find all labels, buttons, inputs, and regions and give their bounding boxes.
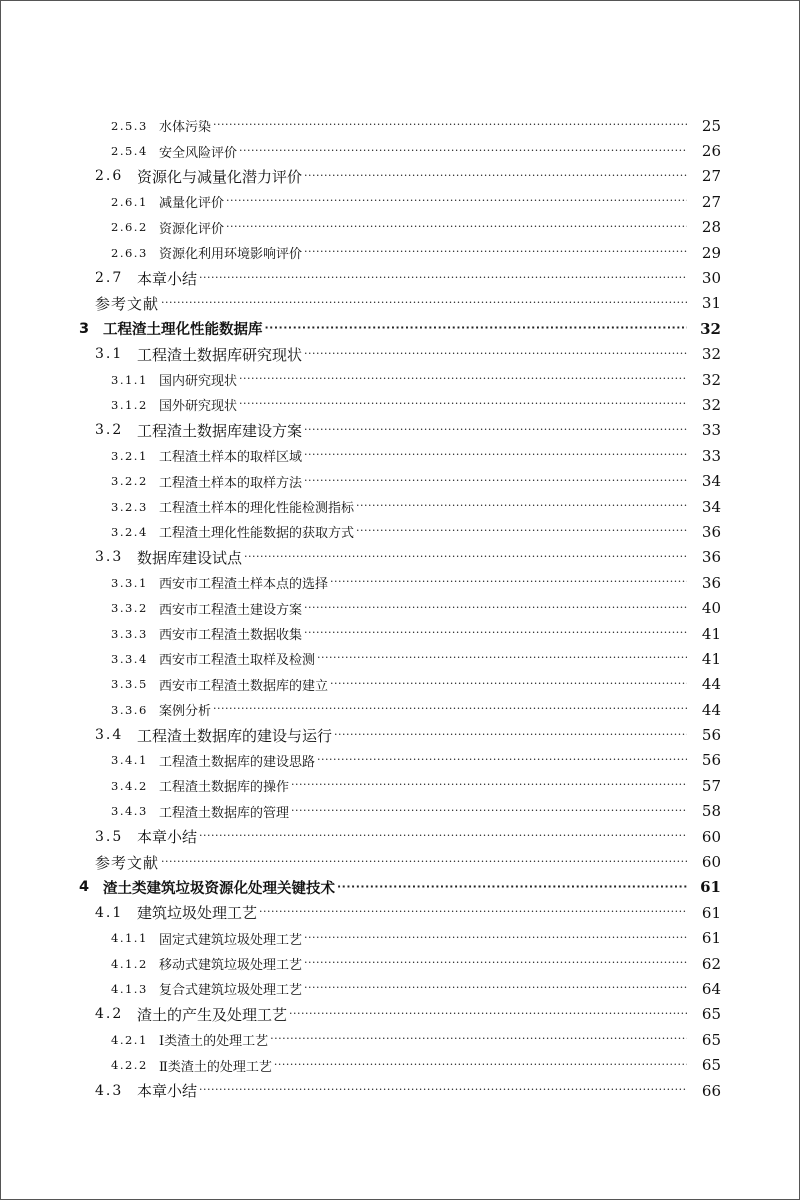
toc-subsection-entry[interactable]	[1, 138, 800, 163]
toc-subsection-entry[interactable]	[1, 392, 800, 417]
toc-subsection-entry[interactable]	[1, 926, 800, 951]
toc-section-entry[interactable]	[1, 265, 800, 290]
toc-subsection-entry[interactable]	[1, 672, 800, 697]
toc-entry-title: 工程渣土理化性能数据的获取方式	[159, 526, 355, 542]
toc-entry-number: 3.1.2	[111, 397, 148, 412]
toc-entry-title: 工程渣土样本的取样区域	[159, 450, 303, 466]
toc-entry-number: 2.6.3	[111, 245, 148, 260]
toc-entry-page-number: 66	[701, 1081, 721, 1100]
toc-entry-title: 安全风险评价	[159, 145, 238, 161]
toc-section-entry[interactable]	[1, 900, 800, 925]
toc-entry-title: 渣土的产生及处理工艺	[137, 1005, 288, 1024]
toc-subsection-entry[interactable]	[1, 189, 800, 214]
toc-entry-title: 工程渣土数据库的操作	[159, 780, 290, 796]
toc-dot-leader	[274, 1059, 687, 1070]
toc-entry-number: 3.4	[95, 727, 124, 744]
toc-entry-number: 2.5.3	[111, 118, 148, 133]
toc-subsection-entry[interactable]	[1, 443, 800, 468]
toc-entry-page-number: 33	[701, 446, 721, 465]
toc-section-entry[interactable]	[1, 164, 800, 189]
toc-section-entry[interactable]	[1, 545, 800, 570]
toc-dot-leader	[304, 246, 687, 257]
toc-entry-title: 国外研究现状	[159, 399, 238, 415]
toc-dot-leader	[161, 297, 687, 308]
toc-entry-title: 工程渣土数据库建设方案	[137, 421, 303, 440]
toc-dot-leader	[330, 678, 687, 689]
toc-entry-number: 4.1.1	[111, 931, 148, 946]
toc-entry-page-number: 32	[700, 319, 721, 338]
toc-entry-title: 资源化利用环境影响评价	[159, 247, 303, 263]
toc-dot-leader	[213, 119, 687, 130]
toc-dot-leader	[199, 830, 687, 841]
toc-dot-leader	[304, 982, 687, 993]
toc-entry-number: 4.2.1	[111, 1032, 148, 1047]
toc-subsection-entry[interactable]	[1, 595, 800, 620]
toc-entry-page-number: 64	[701, 979, 721, 998]
toc-entry-page-number: 26	[701, 142, 721, 161]
toc-dot-leader	[226, 221, 687, 232]
toc-entry-page-number: 27	[701, 192, 721, 211]
toc-entry-title: 西安市工程渣土取样及检测	[159, 653, 316, 669]
toc-entry-title: 案例分析	[159, 704, 212, 720]
toc-subsection-entry[interactable]	[1, 494, 800, 519]
toc-entry-title: 西安市工程渣土数据收集	[159, 628, 303, 643]
toc-chapter-entry[interactable]	[1, 875, 800, 900]
toc-entry-number: 3.3.5	[111, 677, 148, 692]
toc-dot-leader	[337, 881, 687, 892]
toc-dot-leader	[161, 856, 687, 867]
toc-dot-leader	[239, 145, 687, 156]
toc-section-entry[interactable]	[1, 722, 800, 747]
toc-dot-leader	[317, 652, 687, 663]
toc-dot-leader	[317, 754, 687, 765]
toc-dot-leader	[304, 475, 687, 486]
toc-dot-leader	[330, 576, 687, 587]
toc-dot-leader	[213, 703, 687, 714]
toc-dot-leader	[304, 627, 687, 638]
toc-subsection-entry[interactable]	[1, 773, 800, 798]
toc-entry-page-number: 44	[701, 700, 721, 719]
toc-entry-number: 3.3.6	[111, 702, 148, 717]
toc-entry-number: 2.5.4	[111, 144, 148, 159]
toc-entry-page-number: 41	[701, 624, 721, 643]
toc-subsection-entry[interactable]	[1, 1052, 800, 1077]
toc-entry-number: 3.4.2	[111, 778, 148, 793]
toc-entry-title: 渣土类建筑垃圾资源化处理关键技术	[103, 880, 335, 897]
toc-entry-page-number: 61	[700, 878, 721, 897]
toc-entry-page-number: 29	[701, 243, 721, 262]
toc-entry-number: 3.2.3	[111, 499, 148, 514]
toc-entry-title: 建筑垃圾处理工艺	[137, 904, 258, 923]
toc-entry-number: 2.6.2	[111, 220, 148, 235]
toc-entry-page-number: 65	[701, 1030, 721, 1049]
toc-subsection-entry[interactable]	[1, 697, 800, 722]
toc-entry-page-number: 36	[701, 522, 721, 541]
toc-entry-page-number: 30	[701, 269, 721, 288]
toc-entry-title: 数据库建设试点	[137, 548, 243, 567]
toc-entry-number: 3.3.4	[111, 651, 148, 666]
toc-dot-leader	[304, 170, 687, 181]
toc-entry-page-number: 31	[701, 294, 721, 313]
toc-entry-page-number: 28	[701, 218, 721, 237]
toc-entry-title: 工程渣土数据库研究现状	[137, 345, 303, 364]
toc-entry-title: 水体污染	[159, 120, 212, 136]
toc-dot-leader	[199, 1084, 687, 1095]
toc-entry-title: 本章小结	[137, 828, 198, 847]
toc-dot-leader	[289, 1008, 687, 1019]
toc-entry-page-number: 25	[701, 116, 721, 135]
toc-entry-page-number: 36	[701, 573, 721, 592]
toc-entry-title: 工程渣土数据库的建设与运行	[137, 726, 333, 745]
toc-entry-page-number: 56	[701, 751, 721, 770]
toc-entry-page-number: 41	[701, 649, 721, 668]
toc-entry-page-number: 44	[701, 675, 721, 694]
toc-entry-number: 3.3.1	[111, 575, 148, 590]
toc-subsection-entry[interactable]	[1, 570, 800, 595]
toc-entry-page-number: 65	[701, 1056, 721, 1075]
toc-entry-number: 3.1	[95, 346, 124, 363]
toc-subsection-entry[interactable]	[1, 519, 800, 544]
toc-entry-number: 4.2	[95, 1006, 124, 1023]
toc-entry-page-number: 34	[701, 497, 721, 516]
toc-entry-number: 4.1	[95, 904, 124, 921]
toc-entry-title: Ⅰ类渣土的处理工艺	[159, 1034, 269, 1050]
toc-entry-number: 4	[79, 879, 90, 896]
toc-entry-page-number: 27	[701, 167, 721, 186]
toc-entry-title: 工程渣土样本的理化性能检测指标	[159, 501, 355, 517]
toc-entry-title: 西安市工程渣土样本点的选择	[159, 577, 329, 593]
toc-entry-number: 3.2.2	[111, 474, 148, 489]
toc-entry-page-number: 34	[701, 472, 721, 491]
toc-entry-number: 3.2.4	[111, 524, 148, 539]
toc-dot-leader	[304, 602, 687, 613]
toc-dot-leader	[244, 551, 687, 562]
toc-entry-title: Ⅱ类渣土的处理工艺	[159, 1059, 272, 1075]
toc-section-entry[interactable]	[1, 1002, 800, 1027]
toc-entry-page-number: 36	[701, 548, 721, 567]
toc-subsection-entry[interactable]	[1, 367, 800, 392]
toc-dot-leader	[291, 805, 687, 816]
toc-entry-page-number: 40	[701, 599, 721, 618]
toc-entry-title: 工程渣土数据库的管理	[159, 805, 290, 821]
toc-entry-title: 工程渣土数据库的建设思路	[159, 754, 316, 770]
toc-entry-number: 4.3	[95, 1082, 124, 1099]
toc-subsection-entry[interactable]	[1, 1027, 800, 1052]
toc-dot-leader	[304, 449, 687, 460]
toc-entry-title: 本章小结	[137, 269, 198, 288]
toc-entry-page-number: 32	[701, 370, 721, 389]
toc-entry-number: 3.5	[95, 828, 124, 845]
toc-entry-title: 工程渣土理化性能数据库	[103, 322, 263, 339]
toc-entry-number: 3.2.1	[111, 448, 148, 463]
toc-entry-number: 3	[79, 320, 90, 337]
toc-dot-leader	[239, 398, 687, 409]
toc-section-entry[interactable]	[1, 1078, 800, 1103]
toc-entry-title: 西安市工程渣土数据库的建立	[159, 678, 329, 694]
toc-entry-title: 参考文献	[95, 853, 160, 872]
toc-entry-page-number: 65	[701, 1005, 721, 1024]
toc-dot-leader	[304, 957, 687, 968]
toc-subsection-entry[interactable]	[1, 748, 800, 773]
toc-entry-title: 移动式建筑垃圾处理工艺	[159, 958, 303, 974]
toc-dot-leader	[304, 424, 687, 435]
toc-dot-leader	[265, 322, 688, 333]
toc-entry-title: 本章小结	[137, 1082, 198, 1101]
toc-entry-title: 资源化与减量化潜力评价	[137, 167, 303, 186]
toc-entry-page-number: 56	[701, 726, 721, 745]
toc-dot-leader	[199, 272, 687, 283]
toc-subsection-entry[interactable]	[1, 468, 800, 493]
toc-dot-leader	[259, 906, 687, 917]
toc-entry-page-number: 61	[701, 929, 721, 948]
toc-subsection-entry[interactable]	[1, 951, 800, 976]
toc-entry-title: 资源化评价	[159, 221, 225, 237]
toc-entry-number: 3.3.2	[111, 601, 148, 616]
toc-dot-leader	[356, 500, 687, 511]
toc-entry-number: 4.1.3	[111, 981, 148, 996]
table-of-contents	[1, 113, 800, 1103]
toc-entry-number: 4.1.2	[111, 956, 148, 971]
toc-chapter-entry[interactable]	[1, 316, 800, 341]
toc-entry-page-number: 62	[701, 954, 721, 973]
toc-entry-page-number: 60	[701, 853, 721, 872]
toc-entry-number: 2.6	[95, 168, 124, 185]
toc-entry-title: 复合式建筑垃圾处理工艺	[159, 983, 303, 999]
toc-dot-leader	[270, 1033, 687, 1044]
toc-entry-page-number: 60	[701, 827, 721, 846]
toc-entry-title: 西安市工程渣土建设方案	[159, 602, 303, 618]
toc-section-entry[interactable]	[1, 824, 800, 849]
toc-references-entry[interactable]	[1, 291, 800, 316]
toc-dot-leader	[304, 348, 687, 359]
toc-subsection-entry[interactable]	[1, 215, 800, 240]
toc-entry-number: 3.2	[95, 422, 124, 439]
toc-entry-page-number: 32	[701, 345, 721, 364]
toc-dot-leader	[304, 932, 687, 943]
toc-subsection-entry[interactable]	[1, 113, 800, 138]
toc-entry-title: 减量化评价	[159, 196, 225, 212]
toc-references-entry[interactable]	[1, 849, 800, 874]
toc-entry-title: 工程渣土样本的取样方法	[159, 475, 303, 491]
toc-entry-page-number: 58	[701, 802, 721, 821]
toc-entry-number: 3.4.1	[111, 753, 148, 768]
toc-subsection-entry[interactable]	[1, 240, 800, 265]
toc-subsection-entry[interactable]	[1, 621, 800, 646]
toc-dot-leader	[291, 779, 687, 790]
toc-entry-title: 国内研究现状	[159, 374, 238, 390]
toc-entry-number: 2.7	[95, 270, 124, 287]
toc-entry-number: 4.2.2	[111, 1058, 148, 1073]
toc-subsection-entry[interactable]	[1, 799, 800, 824]
toc-entry-number: 3.4.3	[111, 804, 148, 819]
toc-dot-leader	[334, 729, 687, 740]
toc-entry-number: 3.3	[95, 549, 124, 566]
toc-entry-number: 3.3.3	[111, 626, 148, 641]
toc-entry-number: 2.6.1	[111, 194, 148, 209]
toc-dot-leader	[226, 195, 687, 206]
toc-section-entry[interactable]	[1, 342, 800, 367]
toc-entry-page-number: 32	[701, 395, 721, 414]
toc-entry-page-number: 33	[701, 421, 721, 440]
toc-entry-title: 固定式建筑垃圾处理工艺	[159, 932, 303, 948]
toc-subsection-entry[interactable]	[1, 976, 800, 1001]
toc-entry-page-number: 57	[701, 776, 721, 795]
toc-entry-title: 参考文献	[95, 294, 160, 313]
toc-dot-leader	[239, 373, 687, 384]
toc-section-entry[interactable]	[1, 418, 800, 443]
toc-dot-leader	[356, 525, 687, 536]
toc-subsection-entry[interactable]	[1, 646, 800, 671]
toc-entry-number: 3.1.1	[111, 372, 148, 387]
toc-entry-page-number: 61	[701, 903, 721, 922]
